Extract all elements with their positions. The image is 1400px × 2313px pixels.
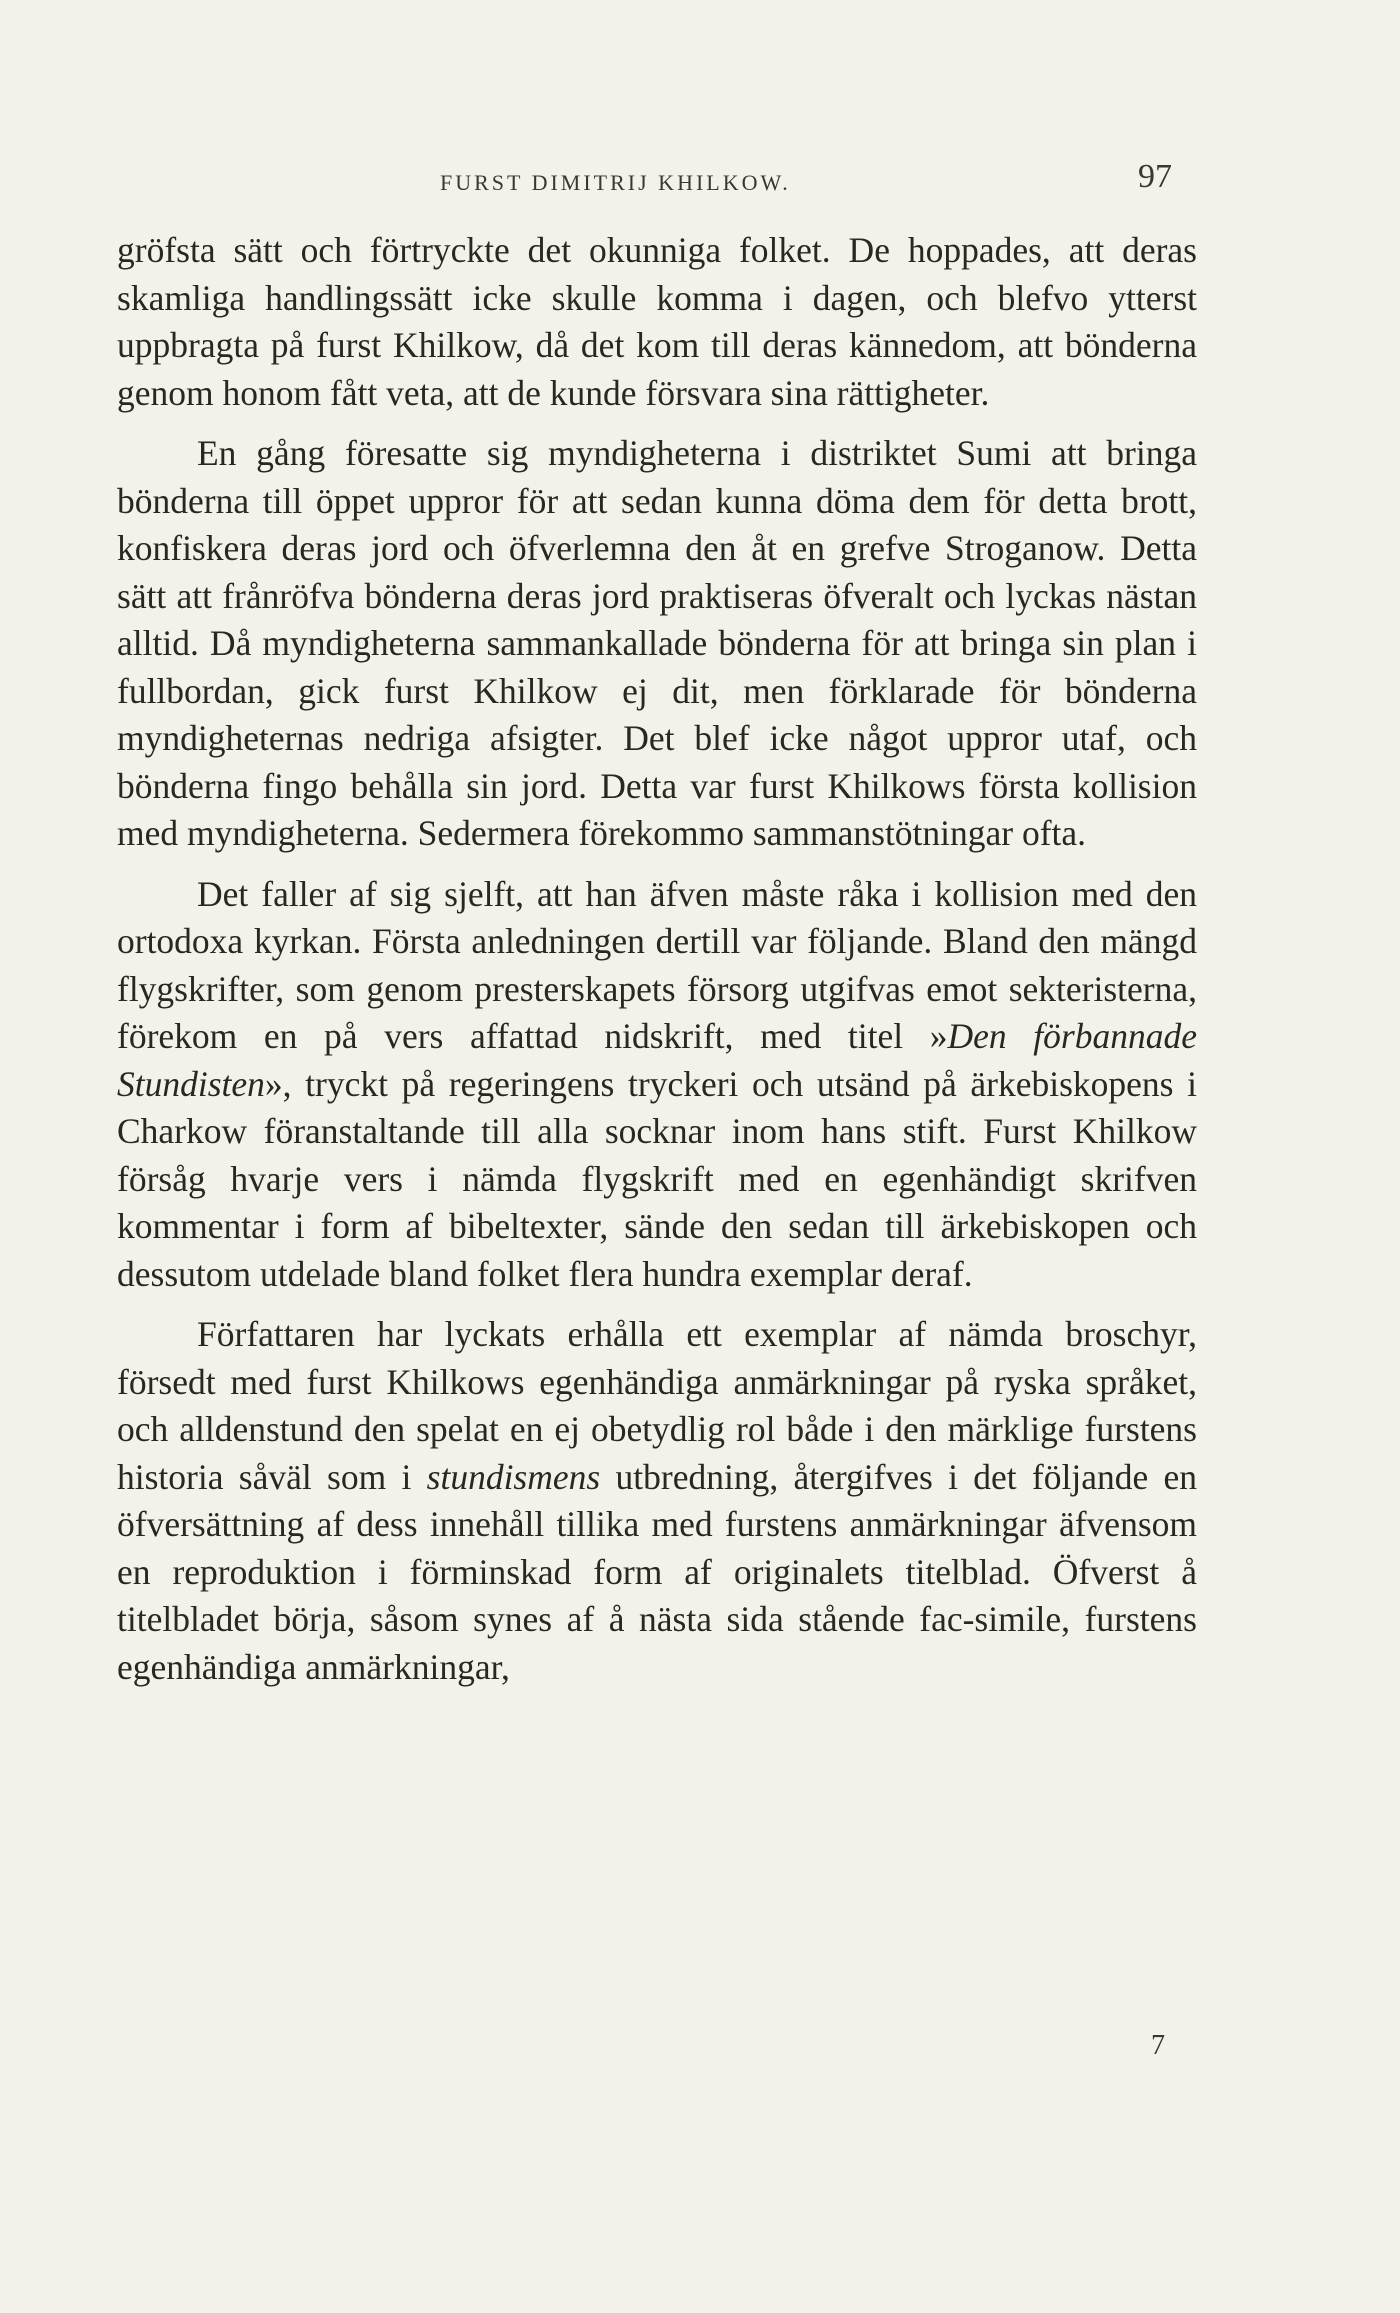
italic-title: Den förbannade Stundisten (117, 1016, 1197, 1104)
paragraph-2 (117, 430, 1197, 858)
paragraph-1 (117, 227, 1197, 417)
text-run: utbredning, återgifves i det följande en öfversättning af dess innehåll tillika med furstens anmärkningar äfvensom en reproduktion i förminskad form af originalets titelblad. Öfverst å titelbladet börja, såsom synes af å nästa sida stående fac-simile, furstens egenhändiga anmärkningar, (117, 1456, 1198, 1687)
paragraph-4 (117, 1311, 1197, 1691)
running-title: FURST DIMITRIJ KHILKOW. (440, 170, 791, 195)
text-run: Det faller af sig sjelft, att han äfven måste råka i kollision med den ortodoxa kyrkan. Första anledningen dertill var följande. Bland den mängd flygskrifter, som genom presterskapets försorg utgifvas emot sekteristerna, förekom en på vers affattad nidskrift, med titel » (117, 873, 1197, 1056)
text-run: », tryckt på regeringens tryckeri och utsänd på ärkebiskopens i Charkow föranstaltande till alla socknar inom hans stift. Furst Khilkow försåg hvarje vers i nämda flygskrift med en egenhändigt skrifven kommentar i form af bibeltexter, sände den sedan till ärkebiskopen och dessutom utdelade bland folket flera hundra exemplar deraf. (117, 1063, 1197, 1294)
text-run: gröfsta sätt och förtryckte det okunniga folket. De hoppades, att deras skamliga handlingssätt icke skulle komma i dagen, och blefvo ytterst uppbragta på furst Khilkow, då det kom till deras kännedom, att bönderna genom honom fått veta, att de kunde försvara sina rättigheter. (117, 230, 1197, 413)
text-run: En gång föresatte sig myndigheterna i distriktet Sumi att bringa bönderna till öppet uppror för att sedan kunna döma dem för detta brott, konfiskera deras jord och öfverlemna den åt en grefve Stroganow. Detta sätt att frånröfva bönderna deras jord praktiseras öfveralt och lyckas nästan alltid. Då myndigheterna sammankallade bönderna för att bringa sin plan i fullbordan, gick furst Khilkow ej dit, men förklarade för bönderna myndigheternas nedriga afsigter. Det blef icke något uppror utaf, och bönderna fingo behålla sin jord. Detta var furst Khilkows första kollision med myndigheterna. Sedermera förekommo sammanstötningar ofta. (117, 433, 1197, 853)
signature-mark: 7 (1151, 2030, 1165, 2061)
page-number: 97 (1138, 158, 1172, 195)
italic-term: stundismens (426, 1456, 601, 1497)
body-text (117, 227, 1197, 1691)
text-run: Författaren har lyckats erhålla ett exemplar af nämda broschyr, försedt med furst Khilkows egenhändiga anmärkningar på ryska språket, och alldenstund den spelat en ej obetydlig rol både i den märklige furstens historia såväl som i (117, 1314, 1197, 1497)
paragraph-3 (117, 871, 1197, 1299)
